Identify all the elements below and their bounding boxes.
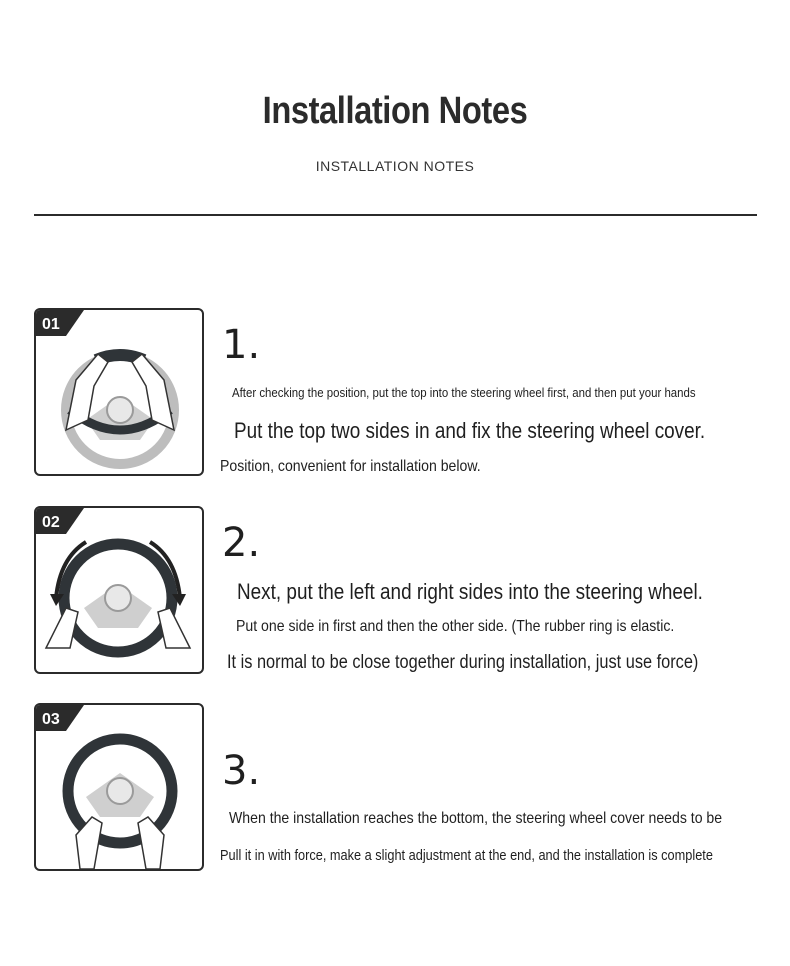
step-1-line-2: Put the top two sides in and fix the steering wheel cover. (234, 418, 706, 443)
step-3-image (34, 703, 204, 871)
step-2-badge (36, 508, 84, 534)
step-2-image (34, 506, 204, 674)
page-title: Installation Notes (262, 90, 528, 132)
step-3-badge (36, 705, 84, 731)
step-3-line-1: When the installation reaches the bottom, the steering wheel cover needs to be (229, 810, 723, 827)
svg-text:03: 03 (42, 711, 60, 728)
step-1-image (34, 308, 204, 476)
step-2-number: 2. (222, 520, 261, 566)
svg-text:01: 01 (42, 316, 60, 333)
step-2-line-3: It is normal to be close together during installation, just use force) (227, 652, 699, 673)
step-3-line-2: Pull it in with force, make a slight adjustment at the end, and the installation is complete (220, 848, 713, 864)
step-2-line-2: Put one side in first and then the other side. (The rubber ring is elastic. (236, 618, 675, 635)
step-1-line-1: After checking the position, put the top into the steering wheel first, and then put your hands (232, 385, 696, 400)
header-divider (34, 214, 757, 216)
step-2-line-1: Next, put the left and right sides into the steering wheel. (237, 579, 703, 604)
step-1-line-3: Position, convenient for installation below. (220, 458, 481, 475)
step-1-number: 1. (222, 322, 261, 368)
page-subtitle: INSTALLATION NOTES (315, 158, 475, 174)
svg-text:02: 02 (42, 514, 60, 531)
step-1-badge (36, 310, 84, 336)
step-3-number: 3. (222, 748, 261, 794)
